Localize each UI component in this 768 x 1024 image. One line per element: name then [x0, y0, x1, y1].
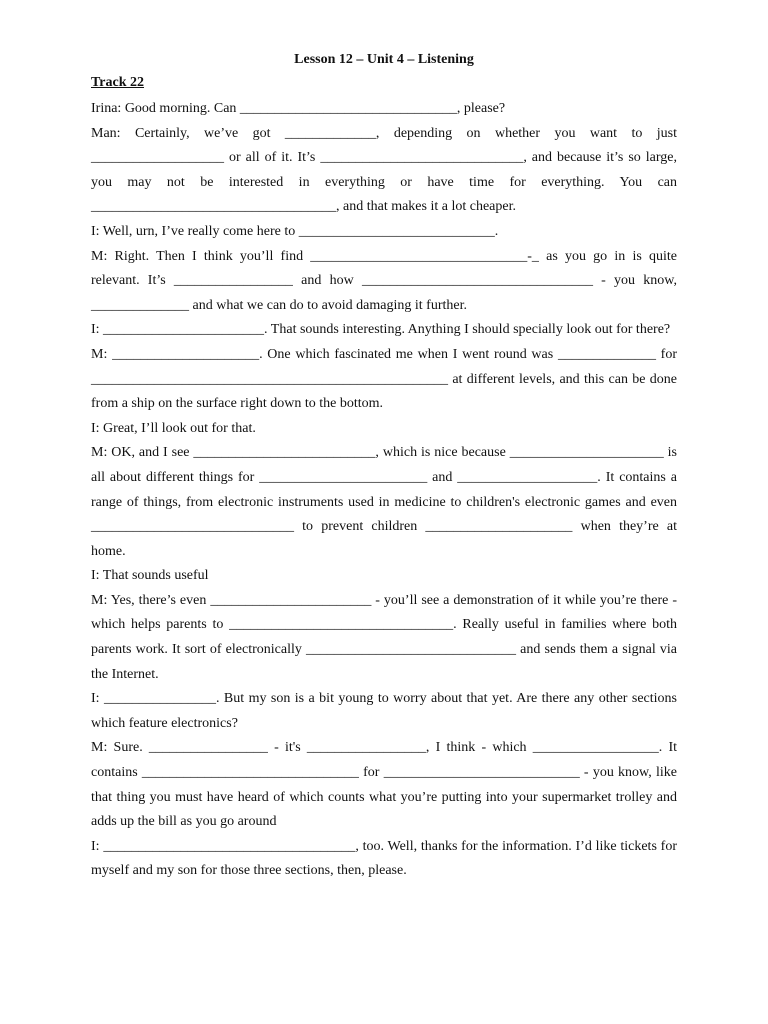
- document-title: Lesson 12 – Unit 4 – Listening: [294, 52, 474, 67]
- dialogue-line: I: Great, I’ll look out for that.: [91, 420, 256, 436]
- dialogue-line: I: _______________________. That sounds interesting. Anything I should specially look out for there?: [91, 322, 671, 338]
- dialogue-line: M: Right. Then I think you’ll find _______________________________-_ as you go in is quite relevant. It’s _________________ and how _________________________________ - you know, ______________ and what we can do to avoid damaging it further.: [91, 248, 677, 313]
- dialogue-line: I: ________________. But my son is a bit young to worry about that yet. Are there any other sections which feature electronics?: [91, 691, 677, 731]
- dialogue-line: M: OK, and I see __________________________, which is nice because ______________________ is all about different things for ________________________ and ____________________. It contains a range of things, from electronic instruments used in medicine to children's electronic games and even _____________________________ to prevent children _____________________ when they’re at home.: [91, 445, 677, 559]
- dialogue-line: I: ____________________________________, too. Well, thanks for the information. I’d like tickets for myself and my son for those three sections, then, please.: [91, 838, 677, 879]
- dialogue-line: I: That sounds useful: [91, 568, 209, 584]
- dialogue-line: Man: Certainly, we’ve got _____________, depending on whether you want to just ___________________ or all of it. It’s _____________________________, and because it’s so large, you may not be interested in everything or have time for everything. You can ___________________________________, and that makes it a lot cheaper.: [91, 125, 677, 215]
- track-heading: Track 22: [91, 75, 145, 90]
- dialogue-line: M: _____________________. One which fascinated me when I went round was ______________ for ___________________________________________________ at different levels, and this can be done from a ship on the surface right down to the bottom.: [91, 346, 677, 412]
- dialogue-line: M: Sure. _________________ - it's _________________, I think - which __________________. It contains _______________________________ for ____________________________ - you know, like that thing you must have heard of which counts what you’re putting into your supermarket trolley and adds up the bill as you go around: [91, 740, 677, 830]
- dialogue-line: M: Yes, there’s even _______________________ - you’ll see a demonstration of it while you’re there - which helps parents to ________________________________. Really useful in families where both parents work. It sort of electronically ______________________________ and sends them a signal via the Internet.: [91, 592, 677, 682]
- dialogue-line: I: Well, urn, I’ve really come here to ____________________________.: [91, 223, 499, 239]
- dialogue-line: Irina: Good morning. Can _______________________________, please?: [91, 101, 506, 116]
